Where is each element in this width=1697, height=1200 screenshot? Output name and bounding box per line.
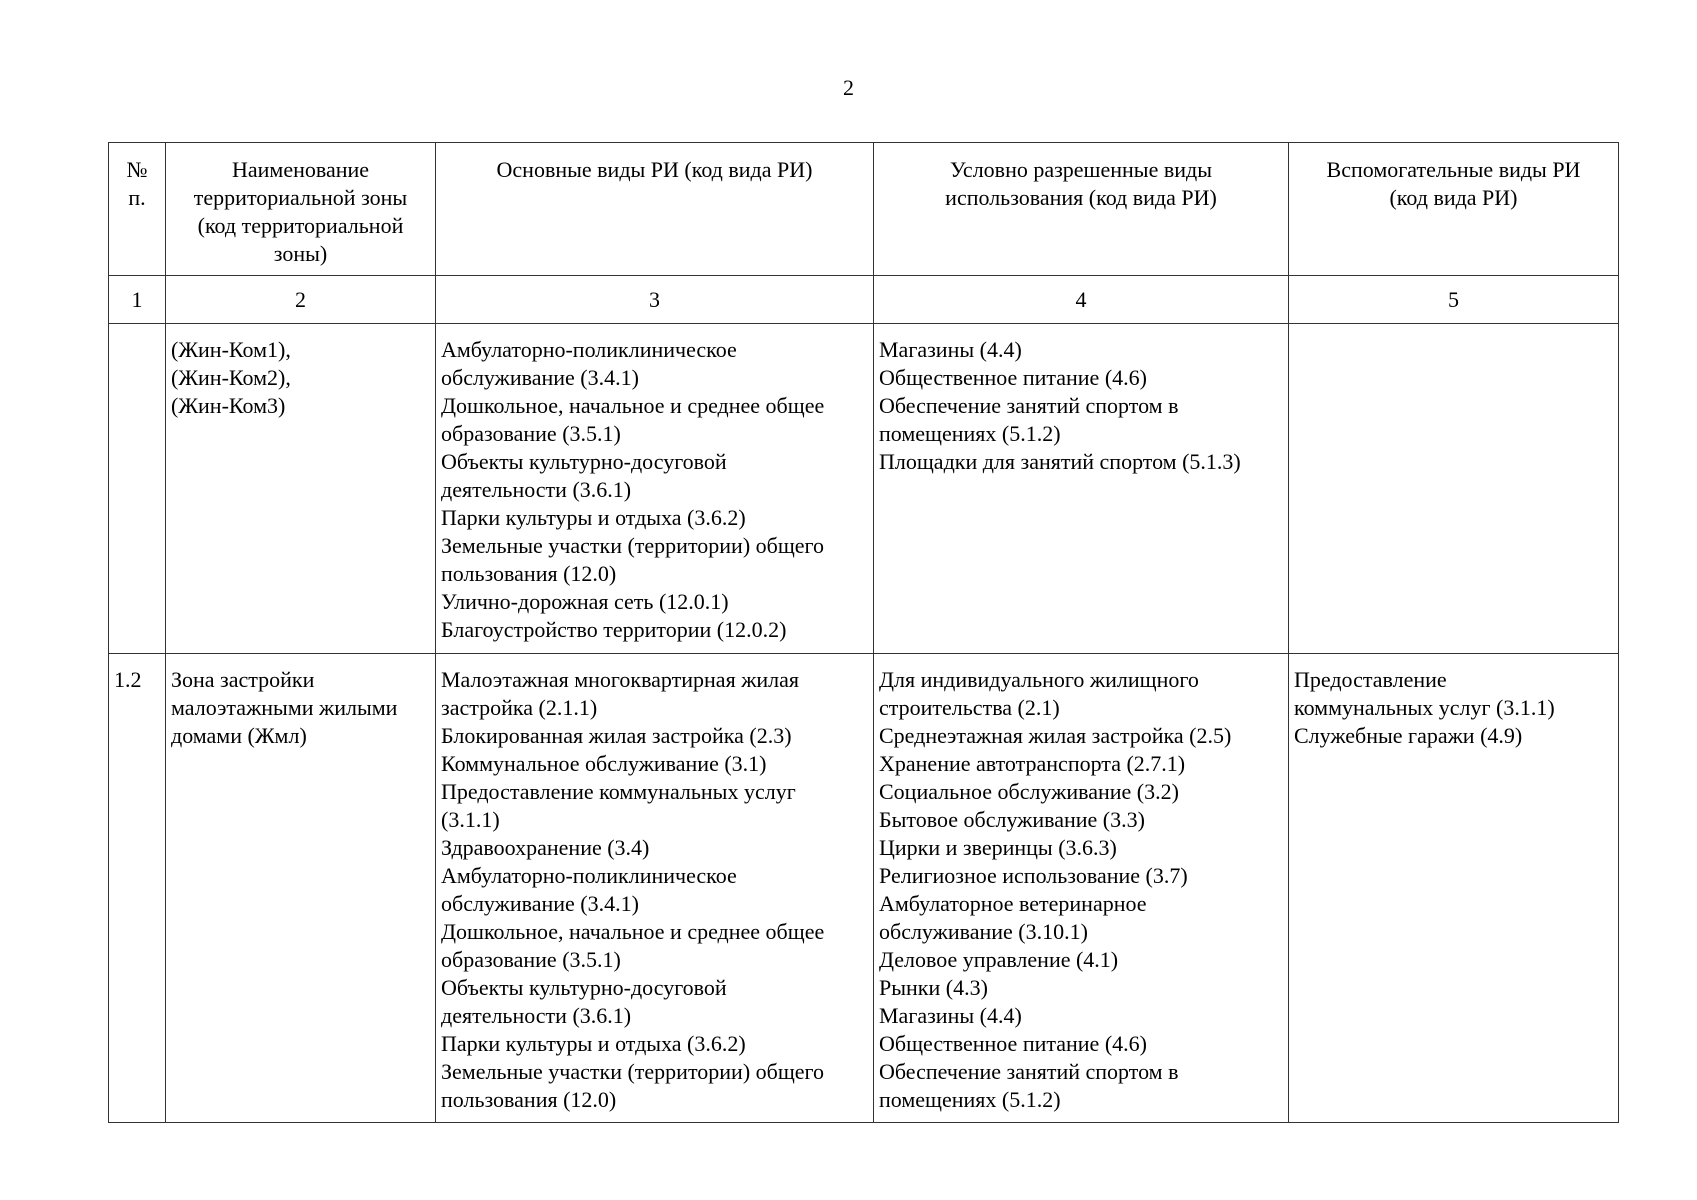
cell-line: Служебные гаражи (4.9) xyxy=(1294,723,1523,748)
cell-line: (3.1.1) xyxy=(441,807,500,832)
cell-line: Улично-дорожная сеть (12.0.1) xyxy=(441,589,729,614)
conditional-uses-cell xyxy=(874,654,1289,1123)
cell-line: малоэтажными жилыми xyxy=(171,695,398,720)
cell-line: Здравоохранение (3.4) xyxy=(441,835,650,860)
cell-line: (Жин-Ком1), xyxy=(171,337,291,362)
cell-line: зоны) xyxy=(273,241,328,266)
auxiliary-uses-cell xyxy=(1289,324,1619,654)
cell-line: Дошкольное, начальное и среднее общее xyxy=(441,919,825,944)
cell-line: Магазины (4.4) xyxy=(879,1003,1022,1028)
cell-line: образование (3.5.1) xyxy=(441,421,621,446)
cell-line: обслуживание (3.4.1) xyxy=(441,891,639,916)
table-row xyxy=(109,324,1619,654)
cell-line: (код территориальной xyxy=(197,213,404,238)
cell-line: Площадки для занятий спортом (5.1.3) xyxy=(879,449,1241,474)
zone-name-cell xyxy=(166,654,436,1123)
cell-line: Земельные участки (территории) общего xyxy=(441,533,825,558)
row-number-cell xyxy=(109,324,166,654)
cell-line: Социальное обслуживание (3.2) xyxy=(879,779,1179,804)
cell-line: деятельности (3.6.1) xyxy=(441,1003,632,1028)
cell-line: застройка (2.1.1) xyxy=(441,695,598,720)
cell-line: Предоставление коммунальных услуг xyxy=(441,779,796,804)
cell-line: Зона застройки xyxy=(171,667,315,692)
cell-line: Общественное питание (4.6) xyxy=(879,365,1147,390)
cell-line: Наименование xyxy=(231,157,370,182)
cell-line: помещениях (5.1.2) xyxy=(879,421,1061,446)
column-number: 2 xyxy=(166,276,436,324)
cell-line: (код вида РИ) xyxy=(1389,185,1518,210)
column-number: 5 xyxy=(1289,276,1619,324)
cell-line: Блокированная жилая застройка (2.3) xyxy=(441,723,792,748)
cell-line: Объекты культурно-досуговой xyxy=(441,449,727,474)
column-number: 1 xyxy=(109,276,166,324)
cell-line: Основные виды РИ (код вида РИ) xyxy=(496,157,813,182)
page-number: 2 xyxy=(843,75,854,100)
cell-line: (Жин-Ком3) xyxy=(171,393,286,418)
cell-line: Амбулаторно-поликлиническое xyxy=(441,863,737,888)
cell-line: Земельные участки (территории) общего xyxy=(441,1059,825,1084)
cell-line: п. xyxy=(128,185,146,210)
header-conditional-uses xyxy=(874,143,1289,276)
cell-line: строительства (2.1) xyxy=(879,695,1060,720)
cell-line: Коммунальное обслуживание (3.1) xyxy=(441,751,767,776)
cell-line: (Жин-Ком2), xyxy=(171,365,291,390)
cell-line: обслуживание (3.10.1) xyxy=(879,919,1088,944)
cell-line: Условно разрешенные виды xyxy=(950,157,1212,182)
auxiliary-uses-cell xyxy=(1289,654,1619,1123)
cell-line: № xyxy=(126,157,148,182)
cell-line: образование (3.5.1) xyxy=(441,947,621,972)
cell-line: коммунальных услуг (3.1.1) xyxy=(1294,695,1555,720)
cell-line: Религиозное использование (3.7) xyxy=(879,863,1188,888)
cell-line: деятельности (3.6.1) xyxy=(441,477,632,502)
cell-line: Парки культуры и отдыха (3.6.2) xyxy=(441,505,746,530)
land-use-table xyxy=(108,142,1619,1123)
cell-line: Бытовое обслуживание (3.3) xyxy=(879,807,1145,832)
cell-line: Обеспечение занятий спортом в xyxy=(879,393,1179,418)
conditional-uses-cell xyxy=(874,324,1289,654)
cell-line: Для индивидуального жилищного xyxy=(879,667,1199,692)
cell-line: Парки культуры и отдыха (3.6.2) xyxy=(441,1031,746,1056)
cell-line: Обеспечение занятий спортом в xyxy=(879,1059,1179,1084)
cell-line: Среднеэтажная жилая застройка (2.5) xyxy=(879,723,1232,748)
cell-line: Рынки (4.3) xyxy=(879,975,988,1000)
column-number: 4 xyxy=(874,276,1289,324)
header-main-uses xyxy=(436,143,874,276)
cell-line: Цирки и зверинцы (3.6.3) xyxy=(879,835,1117,860)
header-zone-name xyxy=(166,143,436,276)
cell-line: Амбулаторно-поликлиническое xyxy=(441,337,737,362)
header-auxiliary-uses xyxy=(1289,143,1619,276)
table-header-row xyxy=(109,143,1619,276)
cell-line: обслуживание (3.4.1) xyxy=(441,365,639,390)
cell-line: пользования (12.0) xyxy=(441,561,617,586)
main-uses-cell xyxy=(436,654,874,1123)
cell-line: Общественное питание (4.6) xyxy=(879,1031,1147,1056)
main-uses-cell xyxy=(436,324,874,654)
cell-line: домами (Жмл) xyxy=(171,723,307,748)
cell-line: пользования (12.0) xyxy=(441,1087,617,1112)
cell-line: Магазины (4.4) xyxy=(879,337,1022,362)
cell-line: Предоставление xyxy=(1294,667,1447,692)
column-number: 3 xyxy=(436,276,874,324)
cell-line: Объекты культурно-досуговой xyxy=(441,975,727,1000)
cell-line: Деловое управление (4.1) xyxy=(879,947,1119,972)
cell-line: Малоэтажная многоквартирная жилая xyxy=(441,667,800,692)
cell-line: Амбулаторное ветеринарное xyxy=(879,891,1147,916)
row-number-cell: 1.2 xyxy=(109,654,166,1123)
zone-name-cell xyxy=(166,324,436,654)
cell-line: помещениях (5.1.2) xyxy=(879,1087,1061,1112)
header-number xyxy=(109,143,166,276)
cell-line: территориальной зоны xyxy=(193,185,408,210)
cell-line: Вспомогательные виды РИ xyxy=(1326,157,1581,182)
cell-line: использования (код вида РИ) xyxy=(945,185,1217,210)
cell-line: Дошкольное, начальное и среднее общее xyxy=(441,393,825,418)
table-row xyxy=(109,654,1619,1123)
cell-line: Хранение автотранспорта (2.7.1) xyxy=(879,751,1186,776)
column-number-row xyxy=(109,276,1619,324)
cell-line: Благоустройство территории (12.0.2) xyxy=(441,617,787,642)
